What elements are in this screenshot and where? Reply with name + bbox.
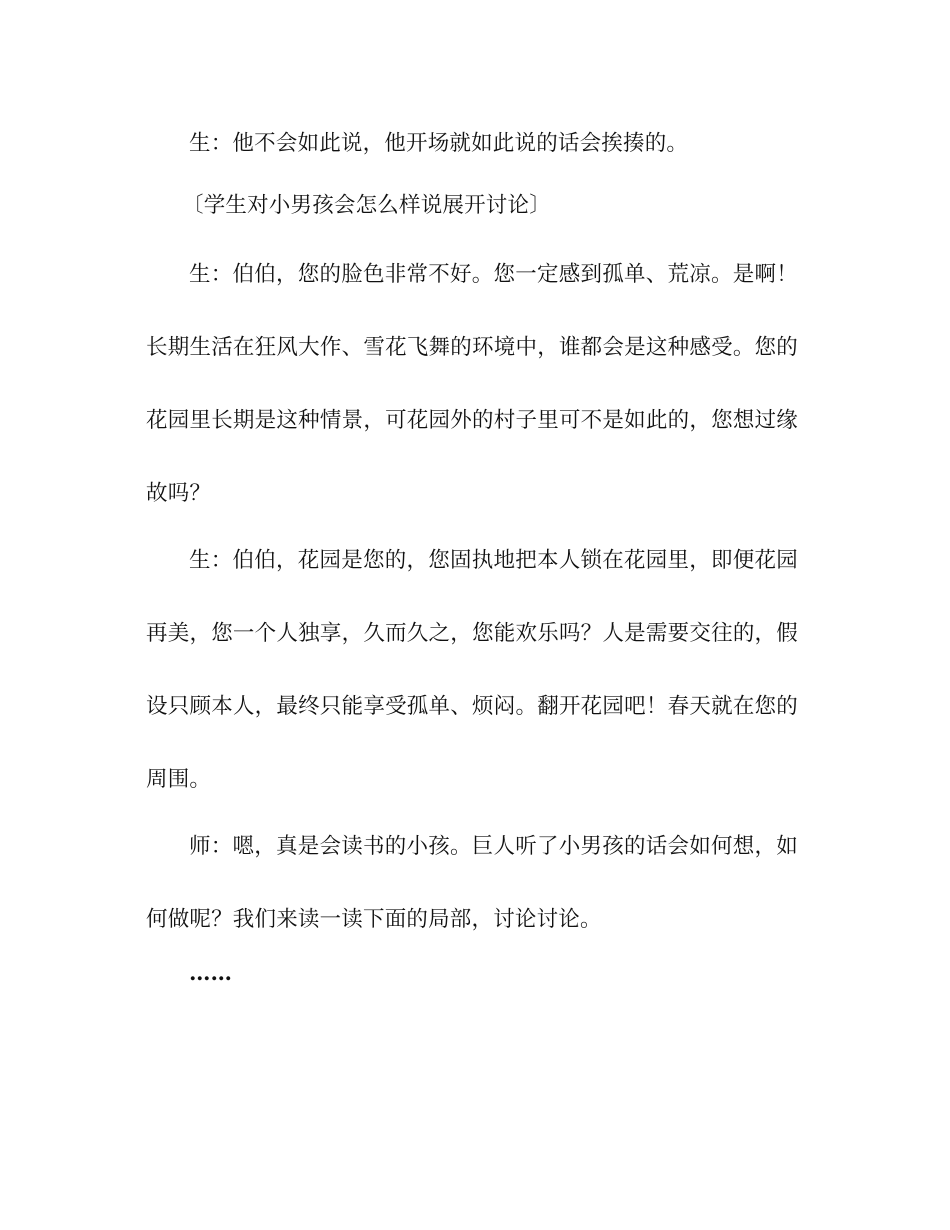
paragraph-student-reply-1: 生：他不会如此说，他开场就如此说的话会挨揍的。 — [189, 131, 689, 156]
document-body — [146, 120, 798, 1012]
paragraph-student-reply-2: 生：伯伯，您的脸色非常不好。您一定感到孤单、荒凉。是啊！长期生活在狂风大作、雪花飞舞的环境中，谁都会是这种感受。您的花园里长期是这种情景，可花园外的村子里可不是如此的，您想过缘故吗？ — [146, 262, 798, 506]
paragraph-student-reply-3: 生：伯伯，花园是您的，您固执地把本人锁在花园里，即便花园再美，您一个人独享，久而久之，您能欢乐吗？人是需要交往的，假设只顾本人，最终只能享受孤单、烦闷。翻开花园吧！春天就在您的周围。 — [146, 548, 798, 792]
paragraph-ellipsis: …… — [189, 961, 232, 986]
paragraph-discussion-note: 〔学生对小男孩会怎么样说展开讨论〕 — [182, 193, 551, 218]
paragraph-teacher-remark: 师：嗯，真是会读书的小孩。巨人听了小男孩的话会如何想，如何做呢？我们来读一读下面的局部，讨论讨论。 — [146, 834, 798, 932]
